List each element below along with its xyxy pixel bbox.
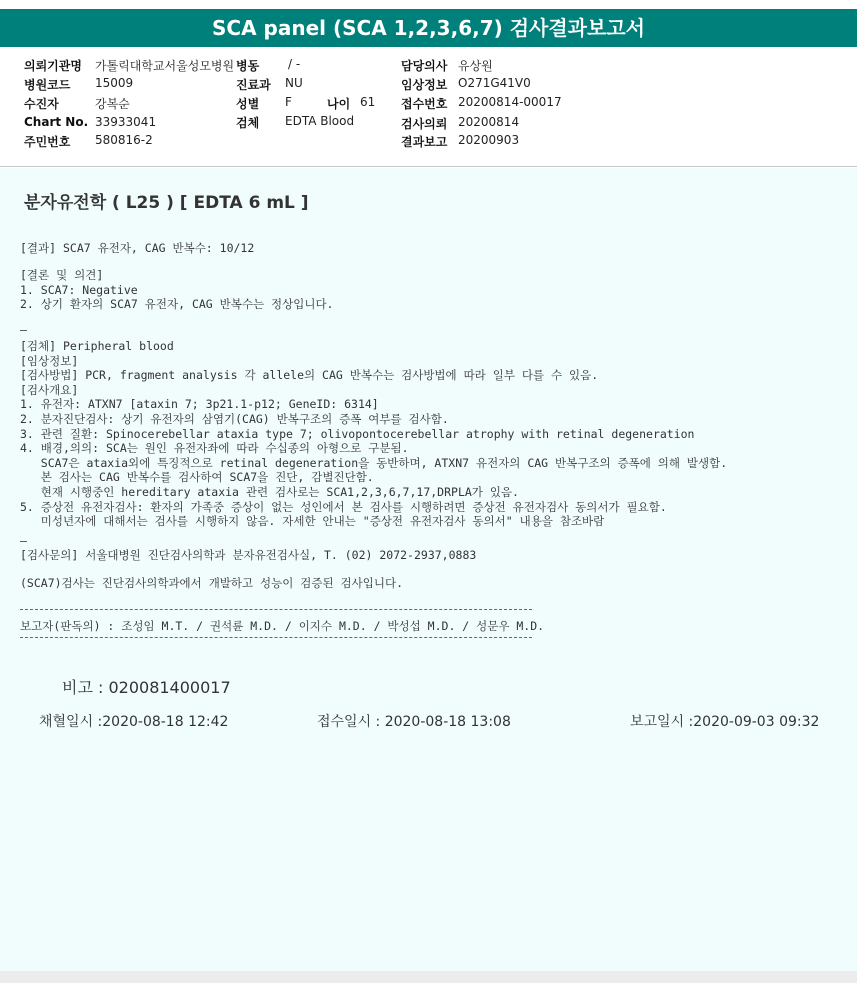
patient-info-header (0, 47, 857, 167)
bottom-strip (0, 971, 857, 983)
age-value: 61 (360, 95, 376, 109)
clinical-info-value: O271G41V0 (458, 76, 531, 90)
resident-id-value: 580816-2 (95, 133, 153, 147)
sex-value: F (285, 95, 292, 109)
chart-no-label: Chart No. (24, 115, 89, 129)
clinical-info-label: 임상정보 (401, 78, 448, 92)
report-body (0, 168, 857, 971)
request-date-label: 검사의뢰 (401, 117, 448, 131)
request-date-value: 20200814 (458, 115, 520, 129)
separator-mark: — (20, 534, 27, 548)
hospital-code-label: 병원코드 (24, 78, 71, 92)
specimen-value: EDTA Blood (285, 114, 355, 128)
hospital-label: 의뢰기관명 (24, 59, 82, 73)
patient-label: 수진자 (24, 97, 59, 111)
receipt-no-label: 접수번호 (401, 97, 448, 111)
ward-value: / - (288, 57, 301, 71)
doctor-value: 유상원 (458, 59, 493, 73)
reporters-line: 보고자(판독의) : 조성임 M.T. / 권석륜 M.D. / 이지수 M.D. / 박성섭 M.D. / 성문우 M.D. (20, 619, 545, 633)
separator-mark: — (20, 323, 27, 337)
dashed-divider (20, 609, 532, 610)
conclusion-block: [결론 및 의견] 1. SCA7: Negative 2. 상기 환자의 SCA7 유전자, CAG 반복수는 정상입니다. (20, 268, 334, 312)
hospital-value: 가톨릭대학교서울성모병원 (95, 59, 235, 73)
sex-label: 성별 (236, 97, 260, 111)
remark: 비고 : 020081400017 (62, 678, 231, 697)
report-datetime: 보고일시 :2020-09-03 09:32 (630, 714, 820, 730)
developed-note: (SCA7)검사는 진단검사의학과에서 개발하고 성능이 검증된 검사입니다. (20, 576, 404, 590)
collection-datetime: 채혈일시 :2020-08-18 12:42 (39, 714, 229, 730)
report-title: SCA panel (SCA 1,2,3,6,7) 검사결과보고서 (0, 9, 857, 47)
report-date-label: 결과보고 (401, 135, 448, 149)
receipt-no-value: 20200814-00017 (458, 95, 562, 109)
receipt-datetime: 접수일시 : 2020-08-18 13:08 (317, 714, 511, 730)
contact-line: [검사문의] 서울대병원 진단검사의학과 분자유전검사실, T. (02) 2072-2937,0883 (20, 548, 477, 562)
details-block: [검체] Peripheral blood [임상정보] [검사방법] PCR, fragment analysis 각 allele의 CAG 반복수는 검사방법에 따라 일부 다를 수 있음. [검사개요] 1. 유전자: ATXN7 [ataxin 7; 3p21.1-p12; GeneID: 6314] 2. 분자진단검사: 상기 유전자의 삼염기(CAG) 반복구조의 증폭 여부를 검사함. 3. 관련 질환: Spinocerebellar ataxia type 7; olivopontocerebellar atrophy with retinal degeneration 4. 배경,의의: SCA는 원인 유전자좌에 따라 수십종의 아형으로 구분됨. SCA7은 ataxia외에 특징적으로 retinal degeneration을 동반하며, ATXN7 유전자의 CAG 반복구조의 증폭에 의해 발생함. 본 검사는 CAG 반복수를 검사하여 SCA7을 진단, 감별진단함. 현재 시행중인 hereditary ataxia 관련 검사로는 SCA1,2,3,6,7,17,DRPLA가 있음. 5. 증상전 유전자검사: 환자의 가족중 증상이 없는 성인에서 본 검사를 시행하려면 증상전 유전자검사 동의서가 필요함. 미성년자에 대해서는 검사를 시행하지 않음. 자세한 안내는 "증상전 유전자검사 동의서" 내용을 참조바람 (20, 339, 728, 529)
specimen-label: 검체 (236, 116, 260, 130)
resident-id-label: 주민번호 (24, 135, 71, 149)
result-line: [결과] SCA7 유전자, CAG 반복수: 10/12 (20, 241, 255, 255)
ward-label: 병동 (236, 59, 260, 73)
patient-value: 강복순 (95, 97, 130, 111)
section-heading: 분자유전학 ( L25 ) [ EDTA 6 mL ] (24, 193, 309, 213)
report-date-value: 20200903 (458, 133, 520, 147)
age-label: 나이 (327, 97, 351, 111)
department-value: NU (285, 76, 303, 90)
dashed-divider (20, 637, 532, 638)
chart-no-value: 33933041 (95, 115, 157, 129)
doctor-label: 담당의사 (401, 59, 448, 73)
hospital-code-value: 15009 (95, 76, 134, 90)
department-label: 진료과 (236, 78, 271, 92)
